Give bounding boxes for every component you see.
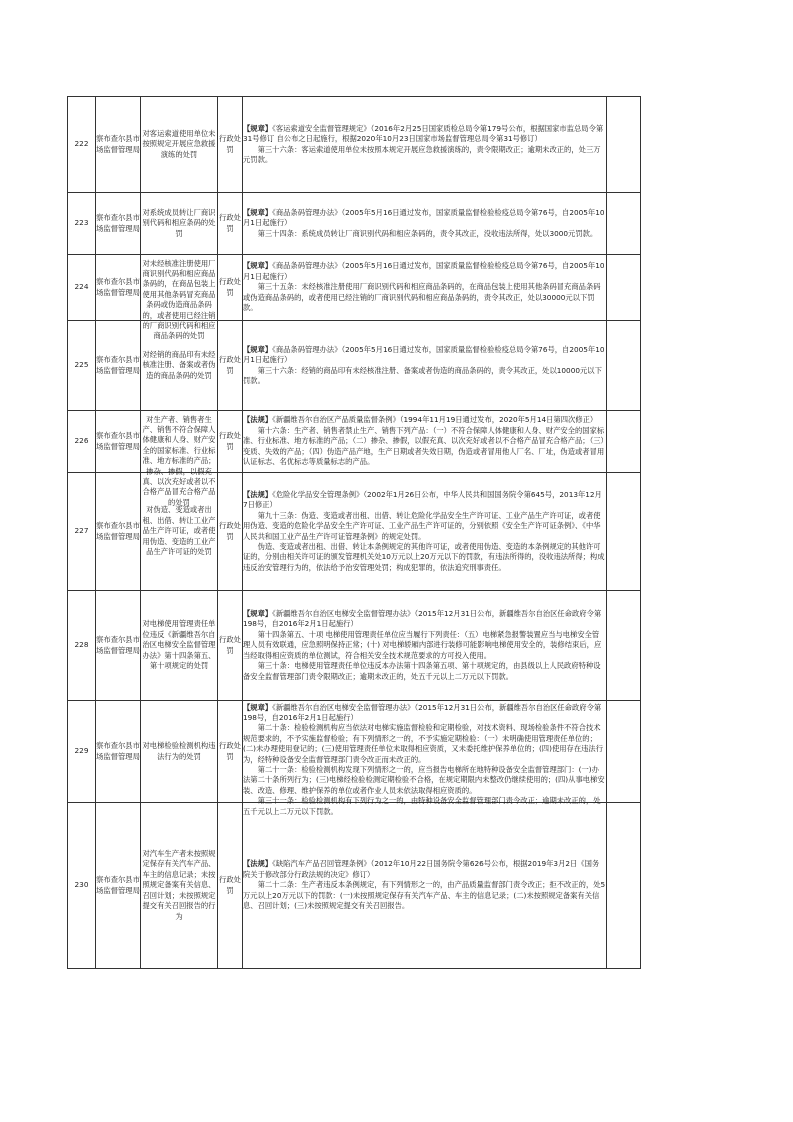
agency-name: 察布查尔县市场监督管理局: [96, 701, 141, 803]
basis-article: 第十四条第五、十项 电梯使用管理责任单位应当履行下列责任：（五）电梯紧急报警装置应当与电梯安全管理人员有效联通，应急照明保持正常；(十) 对电梯轿厢内部进行装修可能影响电梯使用安全的，装修结束后，应当经取得相应资质的单位测试，符合相关安全技术规范要求的方可投入使用。: [243, 629, 602, 660]
penalty-item: [141, 97, 218, 193]
legal-basis: [243, 803, 607, 969]
penalty-type: 行政处罚: [218, 97, 243, 193]
penalty-type: 行政处罚: [218, 411, 243, 473]
remarks: [607, 97, 641, 193]
basis-article: 第三十六条：经销的商品印有未经核准注册、备案或者伪造的商品条码的，责令其改正，处以10000元以下罚款。: [243, 365, 602, 385]
penalty-item: [141, 701, 218, 803]
penalty-item-text: 对汽车生产者未按照规定保存有关汽车产品、车主的信息记录；未按照规定备案有关信息、召回计划；未按照规定提交有关召回报告的行为: [142, 849, 216, 921]
table-row: [68, 255, 641, 321]
legal-basis: [243, 701, 607, 816]
remarks: [607, 411, 641, 473]
basis-tag: 【法规】: [243, 859, 273, 869]
basis-tag: 【规章】: [243, 261, 273, 271]
penalty-type: 行政处罚: [218, 321, 243, 411]
penalty-type: 行政处罚: [218, 255, 243, 321]
basis-article: 第三十一条：检验检测机构有下列行为之一的，由特种设备安全监督管理部门责令改正；逾期未改正的，处五千元以上二万元以下罚款。: [243, 796, 601, 816]
penalty-item-text: 对经销的商品印有未经核准注册、备案或者伪造的商品条码的处罚: [142, 349, 216, 380]
penalty-type: 行政处罚: [218, 591, 243, 701]
basis-article: 第三十六条：客运索道使用单位未按照本规定开展应急救援演练的，责令限期改正；逾期未改正的，处三万元罚款。: [243, 144, 601, 164]
basis-heading: 《商品条码管理办法》（2005年5月16日通过发布，国家质量监督检验检疫总局令第76号，自2005年10月1日起施行）: [243, 207, 605, 228]
penalty-item-text: 对客运索道使用单位未按照规定开展应急救援演练的处罚: [142, 128, 216, 159]
penalty-item-text: 对电梯使用管理责任单位违反《新疆维吾尔自治区电梯安全监督管理办法》第十四条第五、第十项规定的处罚: [142, 619, 216, 671]
legal-basis: [243, 321, 607, 411]
penalty-item-text: 对生产者、销售者生产、销售不符合保障人体健康和人身、财产安全的国家标准、行业标准、地方标准的产品；掺杂、掺假，以假充真、以次充好或者以不合格产品冒充合格产品的处罚: [142, 414, 216, 507]
row-number: 225: [68, 321, 96, 411]
basis-tag: 【规章】: [243, 344, 273, 354]
basis-heading: 《危险化学品安全管理条例》（2002年1月26日公布，中华人民共和国国务院令第645号，2013年12月7日修正）: [243, 489, 602, 510]
basis-tag: 【法规】: [243, 489, 273, 499]
basis-article: 第九十三条：伪造、变造或者出租、出借、转让危险化学品安全生产许可证、工业产品生产许可证，或者使用伪造、变造的危险化学品安全生产许可证、工业产品生产许可证的，分别依照《安全生产许可证条例》、《中华人民共和国工业产品生产许可证管理条例》的规定处罚。: [243, 510, 601, 541]
row-number: 229: [68, 701, 96, 803]
penalty-type: 行政处罚: [218, 803, 243, 969]
penalty-type: 行政处罚: [218, 701, 243, 803]
remarks: [607, 701, 641, 803]
penalty-item-text: 对电梯检验检测机构违法行为的处罚: [142, 741, 216, 761]
basis-tag: 【规章】: [243, 702, 273, 712]
basis-heading: 《缺陷汽车产品召回管理条例》（2012年10月22日国务院令第626号公布，根据2019年3月2日《国务院关于修改部分行政法规的决定》修订）: [243, 859, 600, 879]
table-row: [68, 803, 641, 969]
basis-article: 第十六条：生产者、销售者禁止生产、销售下列产品：（一）不符合保障人体健康和人身、财产安全的国家标准、行业标准、地方标准的产品；（二）掺杂、掺假，以假充真、以次充好或者以不合格产品冒充合格产品；（三）变质、失效的产品；（四）伪造产品产地，生产日期或者失效日期，伪造或者冒用他人厂名、厂址，伪造或者冒用认证标志、名优标志等质量标志的产品。: [243, 425, 605, 467]
penalty-type: 行政处罚: [218, 473, 243, 591]
row-number: 230: [68, 803, 96, 969]
penalty-item-text: 对系统成员转让厂商识别代码和相应条码的处罚: [142, 207, 216, 238]
basis-heading: 《客运索道安全监督管理规定》（2016年2月25日国家质检总局令第179号公布，根据国家市监总局令第31号修订 自公布之日起施行，根据2020年10月23日国家市场监督管理总局令第31号修订）: [243, 123, 604, 144]
table-row: [68, 591, 641, 701]
legal-basis: [243, 411, 607, 473]
basis-heading: 《新疆维吾尔自治区电梯安全监督管理办法》（2015年12月31日公布，新疆维吾尔自治区任命政府令第198号，自2016年2月1日起施行）: [243, 702, 602, 722]
basis-tag: 【法规】: [243, 415, 273, 425]
penalty-item-text: 对未经核准注册使用厂商识别代码和相应商品条码的，在商品包装上使用其他条码冒充商品条码或伪造商品条码的，或者使用已经注销的厂商识别代码和相应商品条码的处罚: [142, 258, 216, 341]
legal-basis: [243, 255, 607, 321]
row-number: 224: [68, 255, 96, 321]
penalty-item: [141, 193, 218, 255]
basis-article: 第二十条：检验检测机构应当依法对电梯实施监督检验和定期检验，对技术资料、现场检验条件不符合技术规范要求的，不予实施监督检验；有下列情形之一的，不予实施定期检验：（一）未明确使用管理责任单位的；(二)未办理使用登记的；(三)使用管理责任单位未取得相应资质，又未委托维护保养单位的；(四)使用存在违法行为，经特种设备安全监督管理部门责令改正而未改正的。: [243, 723, 604, 764]
agency-name: 察布查尔县市场监督管理局: [96, 803, 141, 969]
table-row: [68, 411, 641, 473]
basis-tag: 【规章】: [243, 207, 273, 217]
basis-tag: 【规章】: [243, 609, 273, 619]
penalty-item-text: 对伪造、变造或者出租、出借、转让工业产品生产许可证，或者使用伪造、变造的工业产品生产许可证的处罚: [142, 505, 216, 557]
legal-basis: [243, 193, 607, 255]
agency-name: 察布查尔县市场监督管理局: [96, 255, 141, 321]
agency-name: 察布查尔县市场监督管理局: [96, 97, 141, 193]
basis-article: 第二十二条：生产者违反本条例规定，有下列情形之一的，由产品质量监督部门责令改正；拒不改正的，处5万元以上20万元以下的罚款：(一)未按照规定保存有关汽车产品、车主的信息记录；(二)未按照规定备案有关信息、召回计划；(三)未按照规定提交有关召回报告。: [243, 880, 606, 911]
basis-heading: 《商品条码管理办法》（2005年5月16日通过发布，国家质量监督检验检疫总局令第76号，自2005年10月1日起施行）: [243, 344, 605, 365]
remarks: [607, 591, 641, 701]
legal-basis: [243, 473, 607, 591]
remarks: [607, 193, 641, 255]
remarks: [607, 803, 641, 969]
remarks: [607, 473, 641, 591]
agency-name: 察布查尔县市场监督管理局: [96, 411, 141, 473]
legal-basis: [243, 97, 607, 193]
remarks: [607, 255, 641, 321]
basis-heading: 《商品条码管理办法》（2005年5月16日通过发布，国家质量监督检验检疫总局令第76号，自2005年10月1日起施行）: [243, 261, 605, 281]
agency-name: 察布查尔县市场监督管理局: [96, 591, 141, 701]
remarks: [607, 321, 641, 411]
agency-name: 察布查尔县市场监督管理局: [96, 473, 141, 591]
penalty-item: [141, 803, 218, 969]
row-number: 222: [68, 97, 96, 193]
basis-article: 第三十四条：系统成员转让厂商识别代码和相应条码的，责令其改正，没收违法所得，处以3000元罚款。: [257, 228, 598, 238]
penalty-type: 行政处罚: [218, 193, 243, 255]
row-number: 228: [68, 591, 96, 701]
row-number: 227: [68, 473, 96, 591]
basis-article: 伪造、变造或者出租、出借、转让本条例规定的其他许可证，或者使用伪造、变造的本条例规定的其他许可证的，分别由相关许可证的颁发管理机关处10万元以上20万元以下的罚款，有违法所得的，没收违法所得；构成违反治安管理行为的，依法给予治安管理处罚；构成犯罪的，依法追究刑事责任。: [243, 541, 605, 572]
row-number: 226: [68, 411, 96, 473]
penalty-item: [141, 255, 218, 341]
basis-article: 第三十五条：未经核准注册使用厂商识别代码和相应商品条码的，在商品包装上使用其他条码冒充商品条码或伪造商品条码的，或者使用已经注销的厂商识别代码和相应商品条码的，责令其改正，处以30000元以下罚款。: [243, 282, 601, 313]
penalty-item: [141, 411, 218, 507]
row-number: 223: [68, 193, 96, 255]
table-body: [68, 97, 641, 969]
basis-article: 第二十一条：检验检测机构发现下列情形之一的，应当报告电梯所在地特种设备安全监督管理部门：(一)办法第二十条所列行为；(三)电梯经检验检测定期检验不合格，在规定期限内未整改仍继续使用的；(四)从事电梯安装、改造、修理、维护保养的单位或者作业人员未依法取得相应资质的。: [243, 764, 605, 795]
basis-article: 第三十条：电梯使用管理责任单位违反本办法第十四条第五项、第十项规定的，由县级以上人民政府特种设备安全监督管理部门责令限期改正；逾期未改正的，处五千元以上二万元以下罚款。: [243, 661, 601, 681]
basis-heading: 《新疆维吾尔自治区电梯安全监督管理办法》（2015年12月31日公布，新疆维吾尔自治区任命政府令第198号，自2016年2月1日起施行）: [243, 609, 602, 629]
penalty-table: [67, 96, 641, 969]
basis-heading: 《新疆维吾尔自治区产品质量监督条例》（1994年11月19日通过发布，2020年5月14日第四次修正）: [272, 415, 598, 425]
agency-name: 察布查尔县市场监督管理局: [96, 193, 141, 255]
table-row: [68, 97, 641, 193]
legal-basis: [243, 591, 607, 701]
table-row: [68, 701, 641, 803]
agency-name: 察布查尔县市场监督管理局: [96, 321, 141, 411]
penalty-item: [141, 591, 218, 701]
basis-tag: 【规章】: [243, 123, 273, 133]
table-row: [68, 193, 641, 255]
